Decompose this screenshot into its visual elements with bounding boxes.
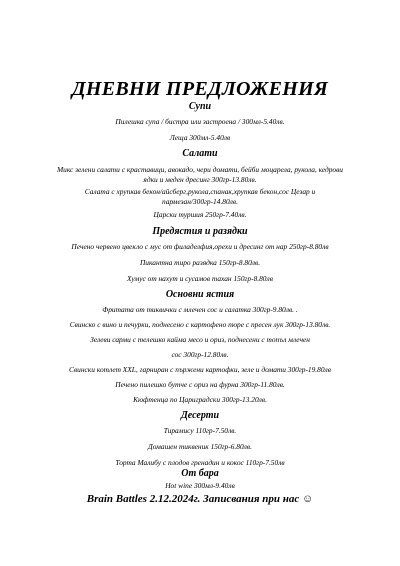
menu-item-chicken-soup: Пилешка супа / бистра или застроена / 300мл-5.40лв. [115,117,285,126]
menu-item-cabbage-rolls-sauce: сос 300гр-12.80лв. [171,350,229,359]
menu-item-tiramisu: Тирамису 110гр-7.50лв. [163,426,237,435]
section-heading-mains: Основни ястия [165,289,235,300]
menu-item-pumpkin-pie: Домашен тиквеник 150гр-6.80лв. [148,442,252,451]
menu-item-lentil-soup: Леща 300мл-5.40лв [169,133,231,142]
menu-item-malibu-cake: Торта Малибу с плодов гренадин и кокос 110гр-7.50лв [115,458,285,467]
menu-item-pickles: Царски туршия 250гр-7.40лв. [153,210,247,219]
menu-item-bacon-salad: Салата с хрупкав бекон/айсберг,рукола,спанак,хрупкав бекон,сос Цезар и пармезан/300гр-14.80лв. [84,187,316,206]
menu-item-tiro-spread: Пикантна тиро разядка 150гр-8.80лв. [139,258,261,267]
menu-item-mixed-salad: Микс зелени салати с краставици, авокадо, чери домати, бейби моцарела, рукола, кедрови ядки и меден дресинг 300гр-13.80лв. [56,165,344,184]
menu-item-beetroot: Печено червено цвекло с мус от филаделфия,орехи и дресинг от нар 250гр-8.80лв [71,242,329,251]
menu-item-frittata: Фритата от тиквички с млечен сос и салатка 300гр-9.80лв. . [102,305,298,314]
menu-title: ДНЕВНИ ПРЕДЛОЖЕНИЯ [71,78,329,100]
menu-item-meatballs: Кюфтенца по Цариградски 300гр-13.20лв. [133,395,267,404]
menu-item-cabbage-rolls: Зелеви сарми с телешко кайма месо и ориз, поднесени с топъл млечен [90,335,310,344]
section-heading-starters: Предястия и разядки [152,226,248,237]
section-heading-desserts: Десерти [180,410,220,421]
event-footer: Brain Battles 2.12.2024г. Записвания при нас ☺ [86,493,314,505]
menu-item-pork-chop: Свински котлет XXL, гарниран с пържени картофки, зеле и домати 300гр-19.80лв [69,365,331,374]
menu-item-chicken-leg: Печено пилешко бутче с ориз на фурна 300гр-11.80лв. [115,380,285,389]
section-heading-salads: Салати [182,148,218,159]
menu-item-hummus: Хумус от нахут и сусамов тахан 150гр-8.80лв [127,274,273,283]
menu-item-hot-wine: Hot wine 300мл-9.40лв [165,481,235,490]
menu-item-pork-wine: Свинско с вино и печурки, поднесено с картофено пюре с пресен лук 300гр-13.80лв. [69,320,331,329]
section-heading-soups: Супи [188,101,212,112]
section-heading-bar: От бара [181,468,219,479]
